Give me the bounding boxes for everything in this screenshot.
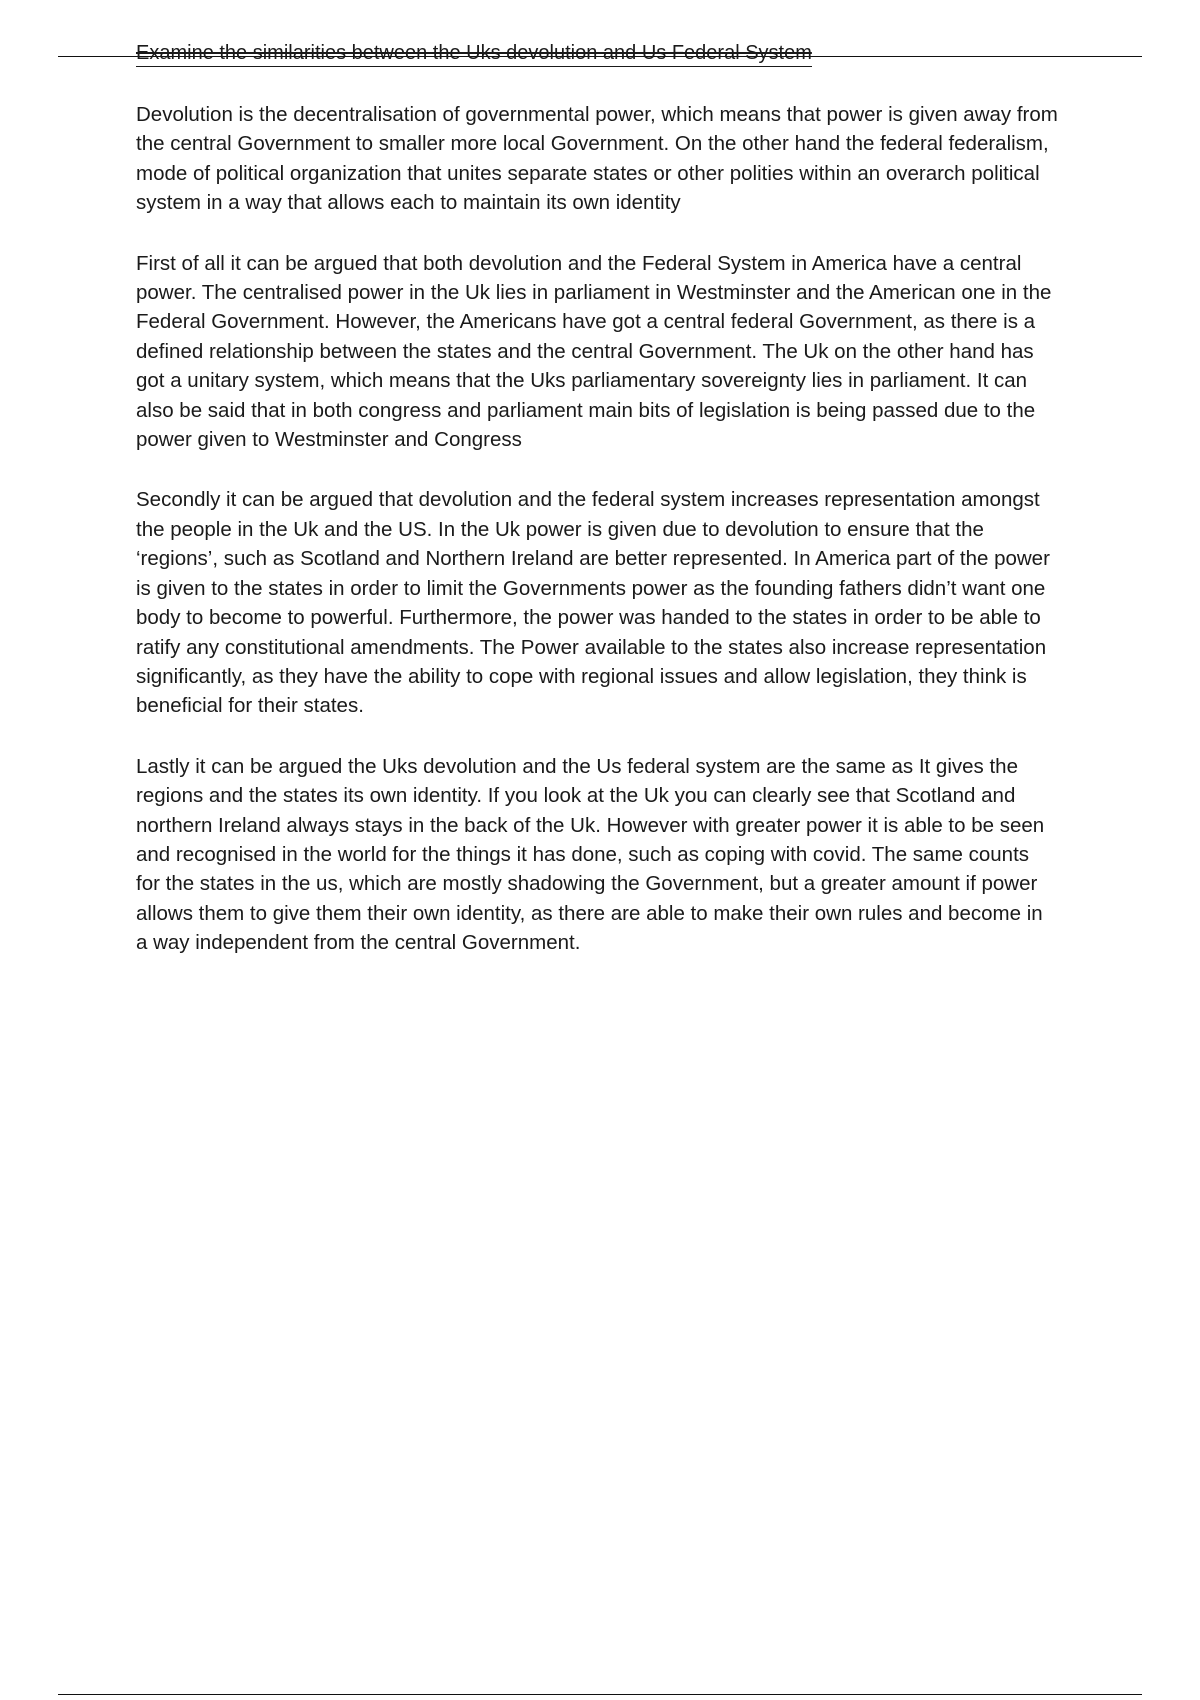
- document-title: Examine the similarities between the Uks devolution and Us Federal System: [136, 40, 812, 67]
- paragraph-central-power: First of all it can be argued that both devolution and the Federal System in America have a central power. The centralised power in the Uk lies in parliament in Westminster and the American one in the Federal Government. However, the Americans have got a central federal Government, as there is a defined relationship between the states and the central Government. The Uk on the other hand has got a unitary system, which means that the Uks parliamentary sovereignty lies in parliament. It can also be said that in both congress and parliament main bits of legislation is being passed due to the power given to Westminster and Congress: [136, 251, 1052, 452]
- footer-rule: [58, 1694, 1142, 1695]
- paragraph-introduction: Devolution is the decentralisation of governmental power, which means that power is given away from the central Government to smaller more local Government. On the other hand the federal federalism, mode of political organization that unites separate states or other polities within an overarch political system in a way that allows each to maintain its own identity: [136, 103, 1058, 215]
- document-body: [136, 100, 1058, 989]
- paragraph-identity: Lastly it can be argued the Uks devolution and the Us federal system are the same as It gives the regions and the states its own identity. If you look at the Uk you can clearly see that Scotland and northern Ireland always stays in the back of the Uk. However with greater power it is able to be seen and recognised in the world for the things it has done, such as coping with covid. The same counts for the states in the us, which are mostly shadowing the Government, but a greater amount if power allows them to give them their own identity, as there are able to make their own rules and become in a way independent from the central Government.: [136, 754, 1045, 955]
- paragraph-representation: Secondly it can be argued that devolution and the federal system increases representation amongst the people in the Uk and the US. In the Uk power is given due to devolution to ensure that the ‘regions’, such as Scotland and Northern Ireland are better represented. In America part of the power is given to the states in order to limit the Governments power as the founding fathers didn’t want one body to become to powerful. Furthermore, the power was handed to the states in order to be able to ratify any constitutional amendments. The Power available to the states also increase representation significantly, as they have the ability to cope with regional issues and allow legislation, they think is beneficial for their states.: [136, 488, 1050, 718]
